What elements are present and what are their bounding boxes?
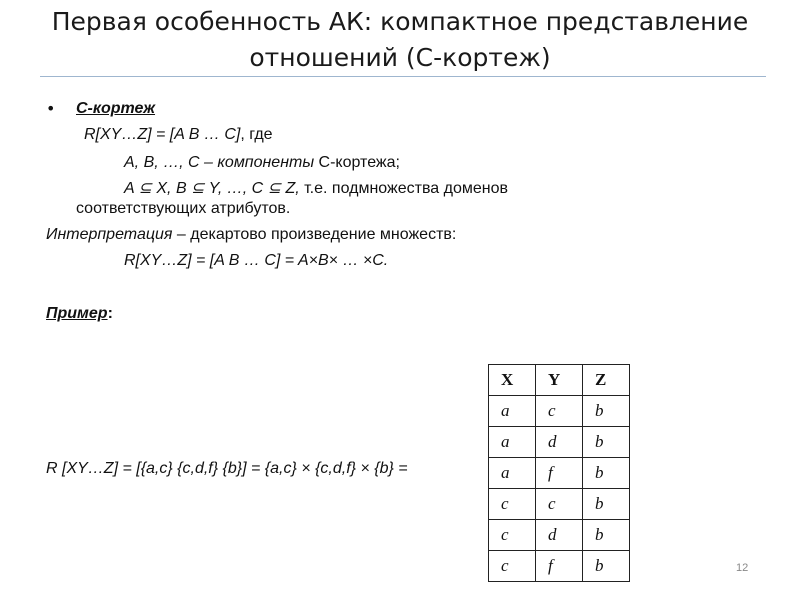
table-cell: a (489, 458, 536, 489)
table-cell: b (583, 396, 630, 427)
table-row (489, 427, 630, 458)
table-header-row (489, 365, 630, 396)
slide-title (0, 4, 800, 76)
table-row (489, 551, 630, 582)
table-cell: d (536, 427, 583, 458)
interpretation-line (46, 225, 456, 245)
table-cell: b (583, 520, 630, 551)
interpretation-text: – декартово произведение множеств: (172, 226, 457, 243)
table-cell: b (583, 458, 630, 489)
subset-line (124, 179, 508, 199)
table-cell: f (536, 551, 583, 582)
components-suffix: С-кортежа; (318, 154, 400, 171)
table-cell: c (489, 520, 536, 551)
table-row (489, 520, 630, 551)
table-cell: c (536, 396, 583, 427)
example-colon: : (107, 305, 113, 322)
table-cell: a (489, 427, 536, 458)
bullet-heading: С-кортеж (76, 100, 156, 117)
definition-formula: R[XY…Z] = [A B … C] (84, 126, 241, 143)
relation-table (488, 364, 630, 582)
subset-formula: A ⊆ X, B ⊆ Y, …, C ⊆ Z, (124, 180, 300, 197)
table-cell: c (489, 489, 536, 520)
table-header-cell: X (489, 365, 536, 396)
slide-title-line-1: Первая особенность АК: компактное представление (51, 7, 749, 36)
example-formula: R [XY…Z] = [{a,c} {c,d,f} {b}] = {a,c} × {c,d,f} × {b} = (46, 460, 408, 477)
title-divider (40, 76, 766, 77)
example-label: Пример (46, 305, 108, 322)
table-cell: b (583, 489, 630, 520)
subset-text: т.е. подмножества доменов (299, 180, 508, 197)
components-line (124, 153, 400, 173)
components-text: A, B, …, C – компоненты (124, 154, 319, 171)
slide-title-line-2: отношений (С-кортеж) (249, 43, 551, 72)
subset-line-continued: соответствующих атрибутов. (76, 200, 291, 217)
table-cell: b (583, 551, 630, 582)
page-number: 12 (736, 562, 749, 574)
example-heading (46, 304, 113, 324)
table-cell: c (489, 551, 536, 582)
interpretation-label: Интерпретация (46, 226, 173, 243)
table-row (489, 489, 630, 520)
table-cell: d (536, 520, 583, 551)
table-row (489, 396, 630, 427)
bullet-dot-icon: • (46, 99, 56, 118)
table-cell: f (536, 458, 583, 489)
table-cell: b (583, 427, 630, 458)
definition-suffix: , где (240, 126, 273, 143)
table-header-cell: Y (536, 365, 583, 396)
table-cell: c (536, 489, 583, 520)
table-row (489, 458, 630, 489)
definition-line (84, 125, 273, 145)
interpretation-formula: R[XY…Z] = [A B … C] = A×B× … ×C. (124, 252, 389, 269)
table-header-cell: Z (583, 365, 630, 396)
table-cell: a (489, 396, 536, 427)
